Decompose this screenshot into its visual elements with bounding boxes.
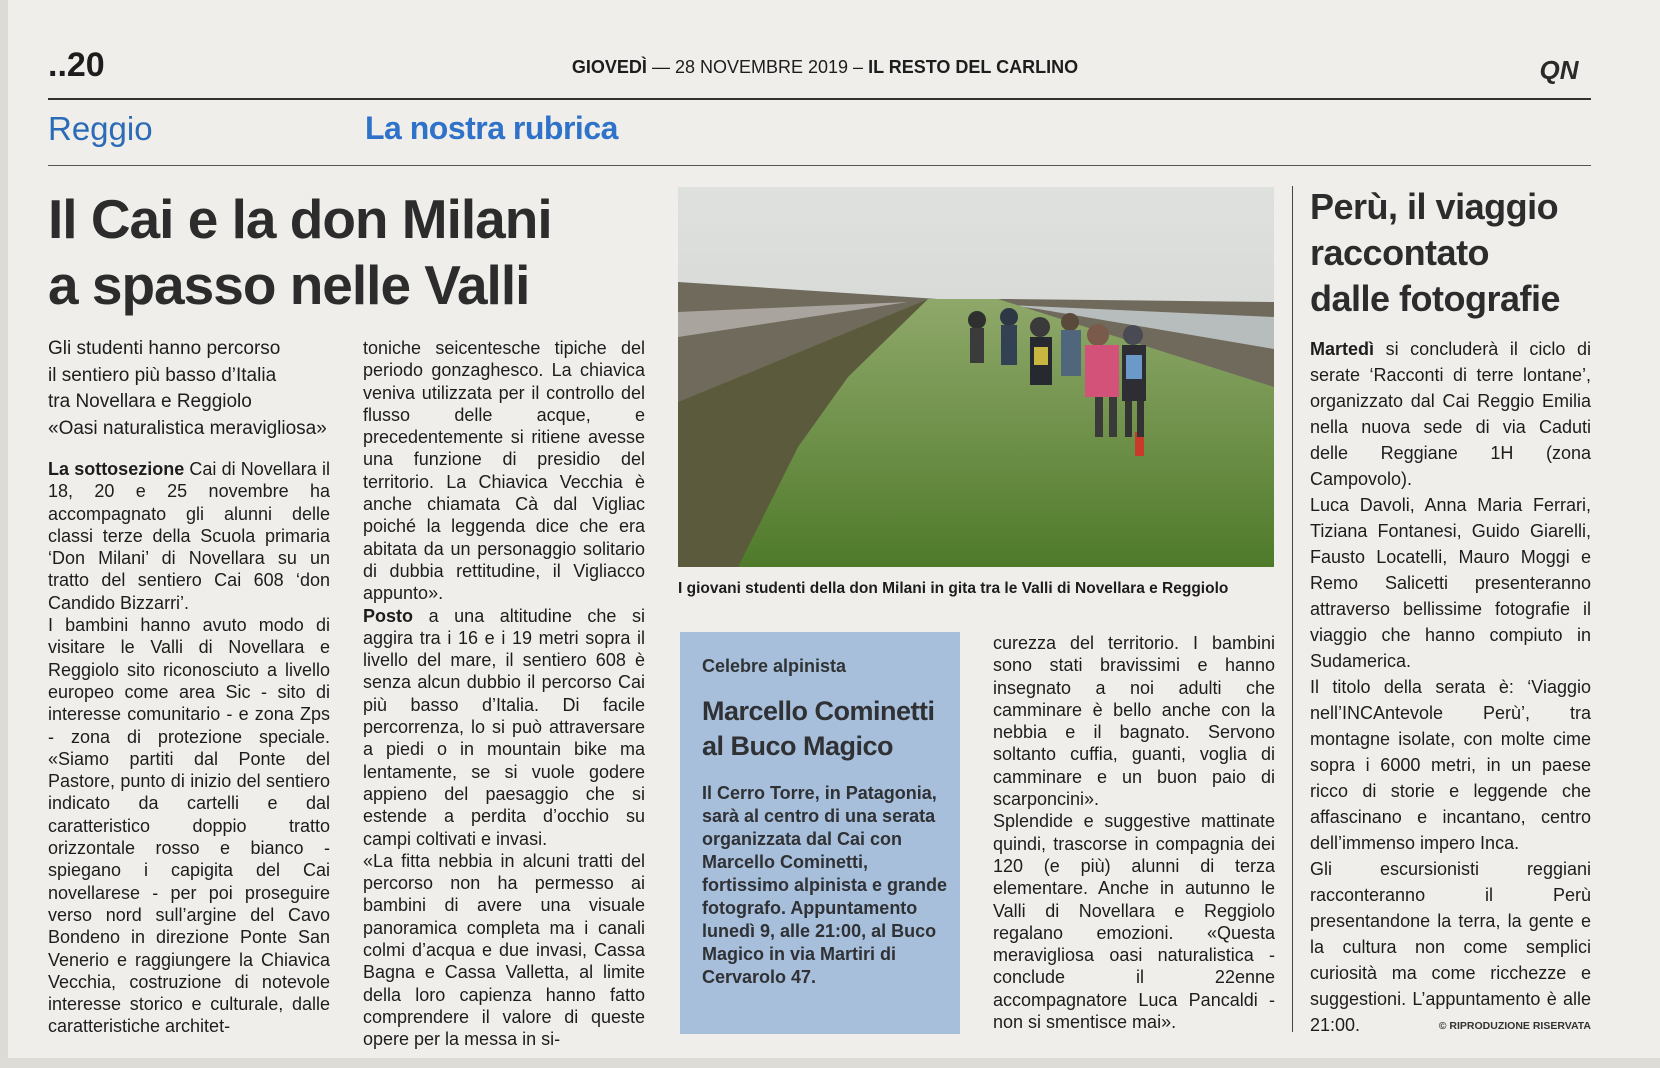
folio-paper: IL RESTO DEL CARLINO (868, 57, 1079, 77)
sidebar-box (680, 632, 960, 1034)
column-2-text: a una altitudine che si aggira tra i 16 e i 19 metri sopra il livello del mare, il sentiero 608 è senza alcun dubbio il percorso Cai più basso d’Italia. Di facile percorrenza, lo si può attraversare a piedi o in mountain bike ma lentamente, se si vuole godere appieno del paesaggio che si estende a perdita d’occhio su campi coltivati e invasi. (363, 605, 645, 849)
article-column-1 (48, 458, 330, 1037)
article-column-3 (993, 632, 1275, 1037)
side-paragraph-2: Luca Davoli, Anna Maria Ferrari, Tiziana Fontanesi, Guido Giarelli, Fausto Locatelli, Mauro Moggi e Remo Salicetti presenteranno attraverso bellissime fotografie il viaggio che hanno compiuto in Sudamerica. (1310, 495, 1591, 671)
side-headline-line-3: dalle fotografie (1310, 278, 1561, 319)
box-kicker: Celebre alpinista (702, 656, 847, 676)
folio-day: GIOVEDÌ (571, 57, 647, 77)
page-edge (0, 0, 8, 1068)
column-1-text: Cai di Novellara il 18, 20 e 25 novembre ha accompagnato gli alunni delle classi terze della Scuola primaria ‘Don Milani’ di Novellara su un tratto del sentiero Cai 608 ‘don Candido Bizzarri’. (48, 459, 330, 613)
deck-line-4: «Oasi naturalistica meravigliosa» (48, 417, 327, 439)
header-rule (48, 98, 1591, 100)
deck-line-1: Gli studenti hanno percorso (48, 338, 281, 359)
column-divider (1292, 186, 1293, 1032)
page-number: ..20 (48, 46, 105, 84)
side-paragraph-1 (1310, 336, 1591, 492)
side-paragraph-3: Il titolo della serata è: ‘Viaggio nell’INCAntevole Perù’, tra montagne isolate, con molte cime sopra i 6000 metri, in un paese ricco di storie e leggende che affascinano e incantano, centro dell’immenso impero Inca. (1310, 677, 1591, 853)
deck-line-2: il sentiero più basso d’Italia (48, 364, 277, 386)
side-text-1: si concluderà il ciclo di serate ‘Racconti di terre lontane’, organizzato dal Cai Reggio Emilia nella nuova sede di via Caduti delle Reggiane 1H (zona Campovolo). (1310, 339, 1591, 489)
section-rule (48, 165, 1591, 166)
column-3-paragraph-2: Splendide e suggestive mattinate quindi, trascorse in compagnia dei 120 (e più) alunni di terza elementare. Anche in autunno le Valli di Novellara e Reggiolo regalano emozioni. «Questa meravigliosa oasi naturalistica - conclude il 22enne accompagnatore Luca Pancaldi - non si smentisce mai». (993, 811, 1275, 1033)
box-text: Il Cerro Torre, in Patagonia, sarà al centro di una serata organizzata dal Cai con Marcello Cominetti, fortissimo alpinista e grande fotografo. Appuntamento lunedì 9, alle 21:00, al Buco Magico in via Martiri di Cervarolo 47. (702, 783, 948, 987)
column-1-paragraph-1 (48, 458, 330, 614)
page-bottom-edge (0, 1058, 1660, 1068)
column-1-paragraph-2: I bambini hanno avuto modo di visitare le Valli di Novellara e Reggiolo sito riconosciuto a livello europeo come area Sic - sito di interesse comunitario - e zona Zps - zona di protezione speciale. «Siamo partiti dal Ponte del Pastore, punto di inizio del sentiero indicato da cartelli e dal caratteristico doppio tratto orizzontale rosso e bianco - spiegano i capigita del Cai novellarese - per poi proseguire verso nord sull’argine del Cavo Bondeno in direzione Ponte San Venerio e raggiungere la Chiavica Vecchia, costruzione di notevole interesse storico e culturale, dalle caratteristiche architet- (48, 615, 330, 1037)
side-headline-line-2: raccontato (1310, 232, 1490, 273)
headline-line-2: a spasso nelle Valli (48, 254, 530, 316)
column-1-lead: La sottosezione (48, 459, 185, 479)
section-label: Reggio (48, 110, 153, 147)
column-2-paragraph-3: «La fitta nebbia in alcuni tratti del percorso non ha permesso ai bambini di avere una visuale panoramica completa ma i canali colmi d’acqua e due invasi, Cassa Bagna e Cassa Valletta, al limite della loro capienza hanno fatto comprendere il valore di queste opere per la messa in si- (363, 850, 645, 1050)
side-lead: Martedì (1310, 339, 1375, 359)
column-3-paragraph-1: curezza del territorio. I bambini sono stati bravissimi e hanno insegnato a noi adulti che camminare è bello anche con la nebbia e il bagnato. Servono soltanto cuffia, guanti, voglia di camminare e un buon paio di scarponcini». (993, 633, 1275, 810)
column-2-paragraph-2 (363, 605, 645, 850)
qn-logo-text: QN (1539, 55, 1579, 85)
main-headline (48, 186, 668, 318)
side-headline (1310, 184, 1600, 322)
box-title (702, 694, 952, 764)
rubric-label: La nostra rubrica (365, 110, 618, 146)
qn-logo (1525, 55, 1593, 85)
folio-date: — 28 NOVEMBRE 2019 – (651, 57, 864, 77)
column-2-paragraph-1: toniche seicentesche tipiche del periodo gonzaghesco. La chiavica veniva utilizzata per il controllo del flusso delle acque, e precedentemente si ritiene avesse una funzione di presidio del territorio. La Chiavica Vecchia è anche chiamata Cà dal Vigliac poiché la leggenda dice che era abitata da un personaggio solitario di dubbia rettitudine, il Vigliacco appunto». (363, 338, 645, 604)
deck-line-3: tra Novellara e Reggiolo (48, 391, 252, 412)
hiking-photo (678, 187, 1274, 567)
column-2-lead: Posto (363, 605, 414, 626)
article-column-2 (363, 337, 645, 1050)
folio-line (545, 57, 1105, 78)
headline-line-1: Il Cai e la don Milani (48, 188, 552, 250)
box-title-line-2: al Buco Magico (702, 731, 894, 761)
copyright-notice: © RIPRODUZIONE RISERVATA (1438, 1020, 1591, 1032)
box-title-line-1: Marcello Cominetti (702, 696, 935, 726)
photo-caption: I giovani studenti della don Milani in gita tra le Valli di Novellara e Reggiolo (678, 580, 1229, 597)
side-headline-line-1: Perù, il viaggio (1310, 186, 1559, 227)
article-deck (48, 336, 348, 442)
side-paragraph-4: Gli escursionisti reggiani racconteranno il Perù presentandone la terra, la gente e la cultura non come semplici curiosità ma come ricchezze e suggestioni. L’appuntamento è alle 21:00. (1310, 859, 1591, 1035)
